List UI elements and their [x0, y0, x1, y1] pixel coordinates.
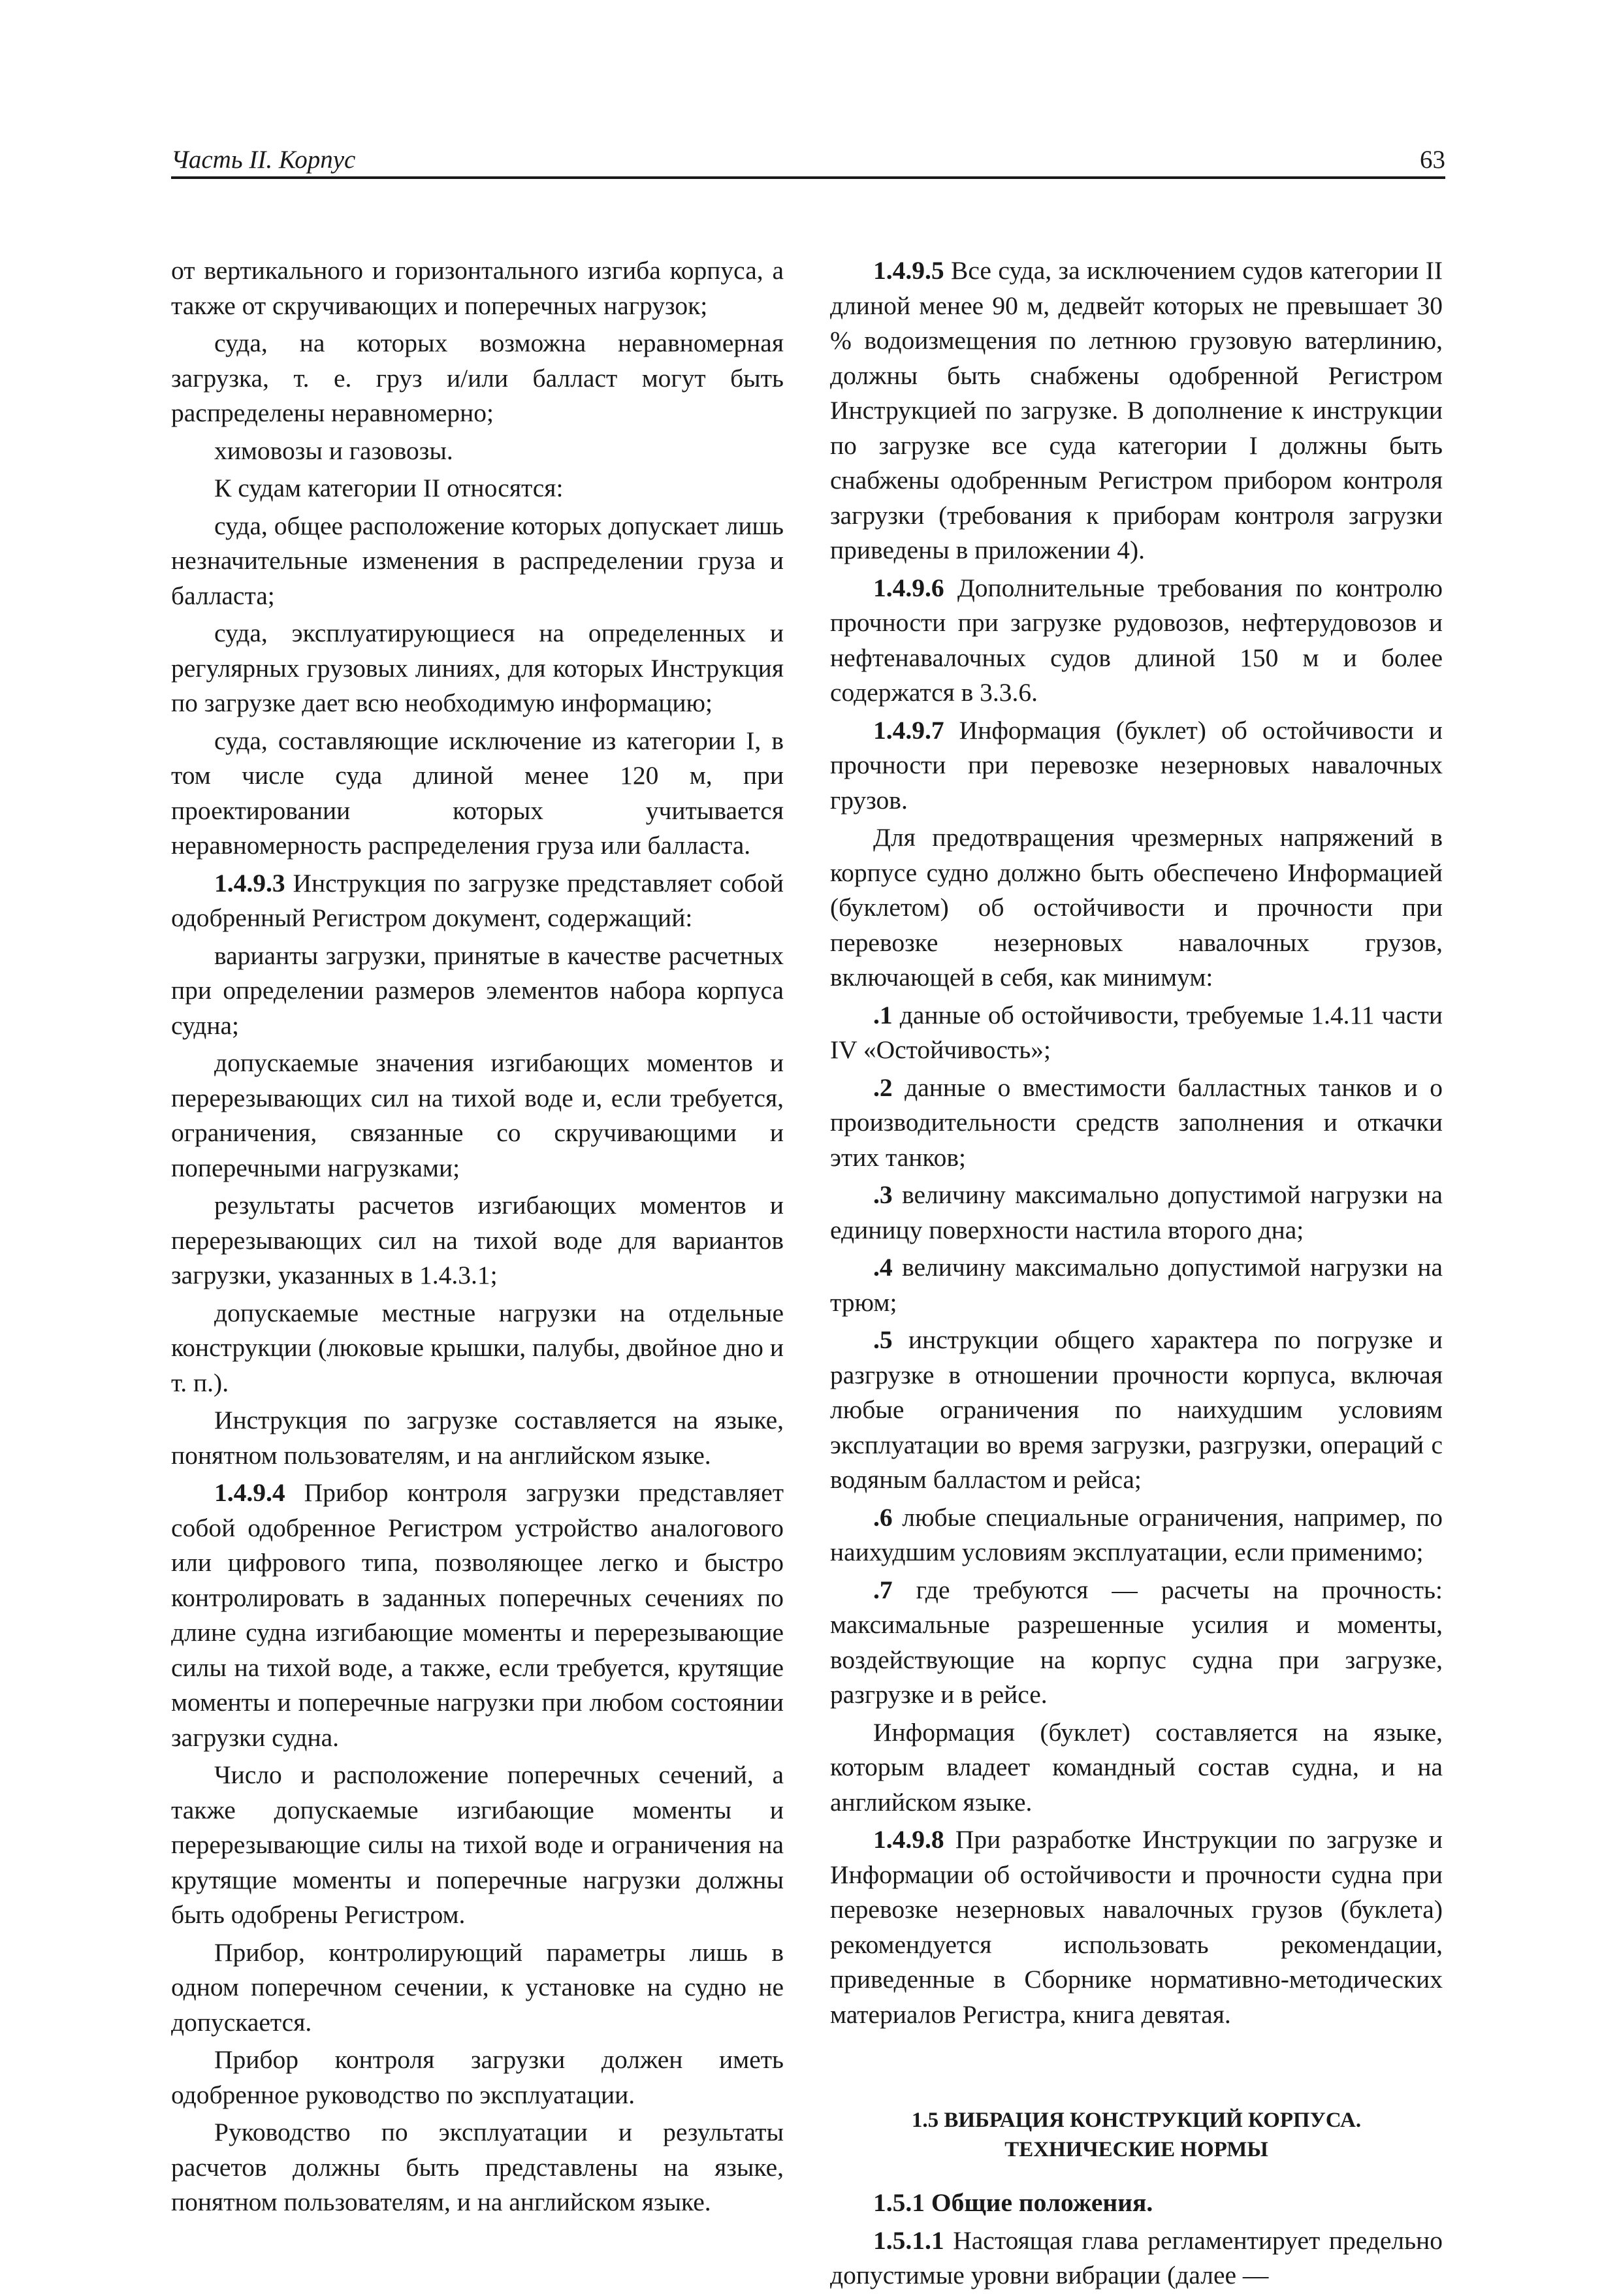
paragraph: варианты загрузки, принятые в качестве расчетных при определении размеров элементов набора корпуса судна; [171, 941, 784, 1040]
paragraph: К судам категории II относятся: [214, 474, 564, 502]
paragraph: 1.4.9.6 Дополнительные требования по контролю прочности при загрузке рудовозов, нефтерудовозов и нефтенавалочных судов длиной 150 м и более содержатся в 3.3.6. [830, 573, 1443, 707]
item-number: .2 [873, 1073, 893, 1102]
clause-number: 1.4.9.5 [873, 256, 944, 285]
paragraph: 1.5.1.1 Настоящая глава регламентирует предельно допустимые уровни вибрации (далее — [830, 2225, 1443, 2289]
paragraph: суда, эксплуатирующиеся на определенных и регулярных грузовых линиях, для которых Инструкция по загрузке дает всю необходимую информацию; [171, 619, 784, 717]
paragraph: химовозы и газовозы. [214, 436, 453, 465]
list-item: .2 данные о вместимости балластных танков и о производительности средств заполнения и откачки этих танков; [830, 1073, 1443, 1172]
item-number: .6 [873, 1502, 893, 1532]
section-title-line1: 1.5 ВИБРАЦИЯ КОНСТРУКЦИЙ КОРПУСА. [911, 2109, 1362, 2132]
paragraph: суда, общее расположение которых допускает лишь незначительные изменения в распределении груза и балласта; [171, 511, 784, 610]
paragraph: 1.4.9.5 Все суда, за исключением судов категории II длиной менее 90 м, дедвейт которых не превышает 30 % водоизмещения по летнюю грузовую ватерлинию, должны быть снабжены одобренной Регистром Инструкцией по загрузке. В дополнение к инструкции по загрузке все суда категории I должны быть снабжены одобренным Регистром прибором контроля загрузки (требования к приборам контроля загрузки приведены в приложении 4). [830, 256, 1443, 564]
paragraph: суда, составляющие исключение из категории I, в том числе суда длиной менее 120 м, при проектировании которых учитывается неравномерность распределения груза или балласта. [171, 726, 784, 860]
list-item: .5 инструкции общего характера по погрузке и разгрузке в отношении прочности корпуса, включая любые ограничения по наихудшим условиям эксплуатации во время загрузки, разгрузки, операций с водяным балластом и рейса; [830, 1325, 1443, 1494]
list-item: .4 величину максимально допустимой нагрузки на трюм; [830, 1253, 1443, 1317]
left-column [171, 253, 784, 2223]
section-title [830, 2106, 1443, 2165]
paragraph: Прибор, контролирующий параметры лишь в одном поперечном сечении, к установке на судно не допускается. [171, 1937, 784, 2037]
paragraph: допускаемые местные нагрузки на отдельные конструкции (люковые крышки, палубы, двойное дно и т. п.). [171, 1298, 784, 1397]
list-item: .7 где требуются — расчеты на прочность: максимальные разрешенные усилия и моменты, воздействующие на корпус судна при загрузке, разгрузке и в рейсе. [830, 1575, 1443, 1709]
subsection-heading: 1.5.1 Общие положения. [873, 2188, 1153, 2217]
running-header-title: Часть II. Корпус [171, 146, 356, 174]
paragraph: Инструкция по загрузке составляется на языке, понятном пользователям, и на английском языке. [171, 1406, 784, 1470]
paragraph: Прибор контроля загрузки должен иметь одобренное руководство по эксплуатации. [171, 2045, 784, 2109]
list-item: .1 данные об остойчивости, требуемые 1.4.11 части IV «Остойчивость»; [830, 1000, 1443, 1064]
item-number: .4 [873, 1253, 893, 1282]
item-number: .1 [873, 1000, 893, 1029]
item-number: .7 [873, 1575, 893, 1604]
paragraph: 1.4.9.7 Информация (буклет) об остойчивости и прочности при перевозке незерновых навалочных грузов. [830, 715, 1443, 815]
paragraph: Число и расположение поперечных сечений, а также допускаемые изгибающие моменты и перерезывающие силы на тихой воде и ограничения на крутящие моменты и поперечные нагрузки должны быть одобрены Регистром. [171, 1760, 784, 1929]
paragraph: Информация (буклет) составляется на языке, которым владеет командный состав судна, и на английском языке. [830, 1717, 1443, 1817]
item-number: .5 [873, 1325, 893, 1354]
clause-number: 1.5.1.1 [873, 2225, 944, 2255]
right-column [830, 253, 1443, 2296]
clause-number: 1.4.9.3 [214, 868, 285, 897]
paragraph: допускаемые значения изгибающих моментов и перерезывающих сил на тихой воде и, если требуется, ограничения, связанные со скручивающими и поперечными нагрузками; [171, 1048, 784, 1182]
page-number: 63 [1420, 146, 1445, 174]
clause-number: 1.4.9.8 [873, 1825, 944, 1854]
header-rule [171, 176, 1445, 179]
section-title-line2: ТЕХНИЧЕСКИЕ НОРМЫ [1004, 2138, 1268, 2161]
clause-number: 1.4.9.4 [214, 1478, 285, 1507]
list-item: .6 любые специальные ограничения, например, по наихудшим условиям эксплуатации, если применимо; [830, 1502, 1443, 1566]
paragraph: суда, на которых возможна неравномерная загрузка, т. е. груз и/или балласт могут быть распределены неравномерно; [171, 329, 784, 427]
paragraph: 1.4.9.8 При разработке Инструкции по загрузке и Информации об остойчивости и прочности судна при перевозке незерновых навалочных грузов (буклета) рекомендуется использовать рекомендации, приведенные в Сборнике нормативно-методических материалов Регистра, книга девятая. [830, 1825, 1443, 2029]
clause-number: 1.4.9.7 [873, 715, 944, 745]
paragraph: от вертикального и горизонтального изгиба корпуса, а также от скручивающих и поперечных нагрузок; [171, 256, 784, 320]
paragraph: Руководство по эксплуатации и результаты расчетов должны быть представлены на языке, понятном пользователям, и на английском языке. [171, 2118, 784, 2216]
paragraph: 1.4.9.3 Инструкция по загрузке представляет собой одобренный Регистром документ, содержащий: [171, 868, 784, 932]
list-item: .3 величину максимально допустимой нагрузки на единицу поверхности настила второго дна; [830, 1180, 1443, 1244]
paragraph: 1.4.9.4 Прибор контроля загрузки представляет собой одобренное Регистром устройство аналогового или цифрового типа, позволяющее легко и быстро контролировать в заданных поперечных сечениях по длине судна изгибающие моменты и перерезывающие силы на тихой воде, а также, если требуется, крутящие моменты и поперечные нагрузки при любом состоянии загрузки судна. [171, 1478, 784, 1752]
paragraph: результаты расчетов изгибающих моментов и перерезывающих сил на тихой воде для вариантов загрузки, указанных в 1.4.3.1; [171, 1191, 784, 1289]
clause-number: 1.4.9.6 [873, 573, 944, 602]
paragraph: Для предотвращения чрезмерных напряжений в корпусе судно должно быть обеспечено Информацией (буклетом) об остойчивости и прочности при перевозке незерновых навалочных грузов, включающей в себя, как минимум: [830, 823, 1443, 992]
item-number: .3 [873, 1180, 893, 1209]
